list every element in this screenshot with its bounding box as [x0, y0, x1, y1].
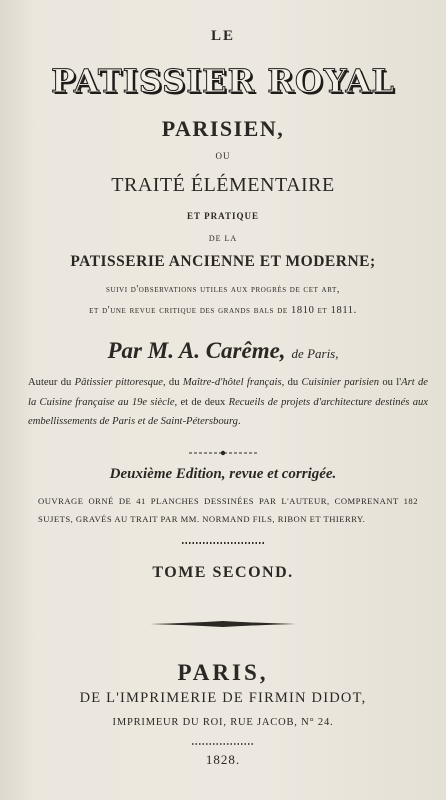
subtitle-et-pratique: ET PRATIQUE: [187, 211, 259, 221]
title-patissier-royal: PATISSIER ROYAL: [51, 62, 395, 100]
desc-work-title: Maître-d'hôtel français: [182, 377, 282, 388]
subtitle-de-la: DE LA: [208, 234, 238, 243]
desc-text: , du: [162, 377, 183, 388]
plates-description: OUVRAGE ORNÉ DE 41 PLANCHES DESSINÉES PAR L'AUTEUR, COMPRENANT 182 SUJETS, GRAVÉS AU TRAIT PAR MM. NORMAND FILS, RIBON ET THIERRY.: [38, 496, 418, 524]
volume-label: TOME SECOND.: [152, 564, 294, 581]
desc-text: , et de deux: [174, 396, 229, 408]
imprint-year: 1828.: [205, 752, 241, 767]
edition-line: Deuxième Edition, revue et corrigée.: [109, 466, 337, 482]
author-line: [0, 338, 446, 364]
desc-text: .: [237, 416, 241, 427]
dotted-rule: [0, 540, 446, 546]
desc-text: ou l': [379, 377, 402, 388]
imprint-printer-role: IMPRIMEUR DU ROI, RUE JACOB, N° 24.: [112, 717, 334, 728]
conjunction-ou: OU: [215, 151, 231, 161]
subtitle-suivi: suivi d'observations utiles aux progrès de cet art,: [105, 284, 341, 295]
desc-text: , du: [281, 377, 302, 388]
desc-text: Auteur du: [28, 377, 75, 388]
ornamental-rule: [0, 449, 446, 457]
swell-rule: [0, 619, 446, 629]
desc-work-title: Cuisinier parisien: [301, 377, 380, 388]
dotted-rule-bottom: [0, 741, 446, 747]
desc-work-title: Art de la Cuisine française au 19e siècle: [28, 377, 429, 408]
subtitle-traite: TRAITÉ ÉLÉMENTAIRE: [111, 174, 335, 196]
author-description: [28, 373, 428, 432]
desc-work-title: Pâtissier pittoresque: [74, 377, 163, 388]
desc-work-title: Recueils de projets d'architecture destinés aux embellissements de Paris et de Saint-Pétersbourg: [28, 396, 428, 427]
subtitle-revue: et d'une revue critique des grands bals de 1810 et 1811.: [89, 305, 357, 316]
imprint-printer: DE L'IMPRIMERIE DE FIRMIN DIDOT,: [79, 690, 367, 706]
title-parisien: PARISIEN,: [161, 116, 285, 141]
author-city: de Paris,: [291, 346, 339, 361]
imprint-city: PARIS,: [177, 660, 269, 685]
subtitle-patisserie: PATISSERIE ANCIENNE ET MODERNE;: [70, 253, 376, 270]
article-le: LE: [210, 28, 235, 44]
author-name: Par M. A. Carême,: [107, 338, 286, 363]
